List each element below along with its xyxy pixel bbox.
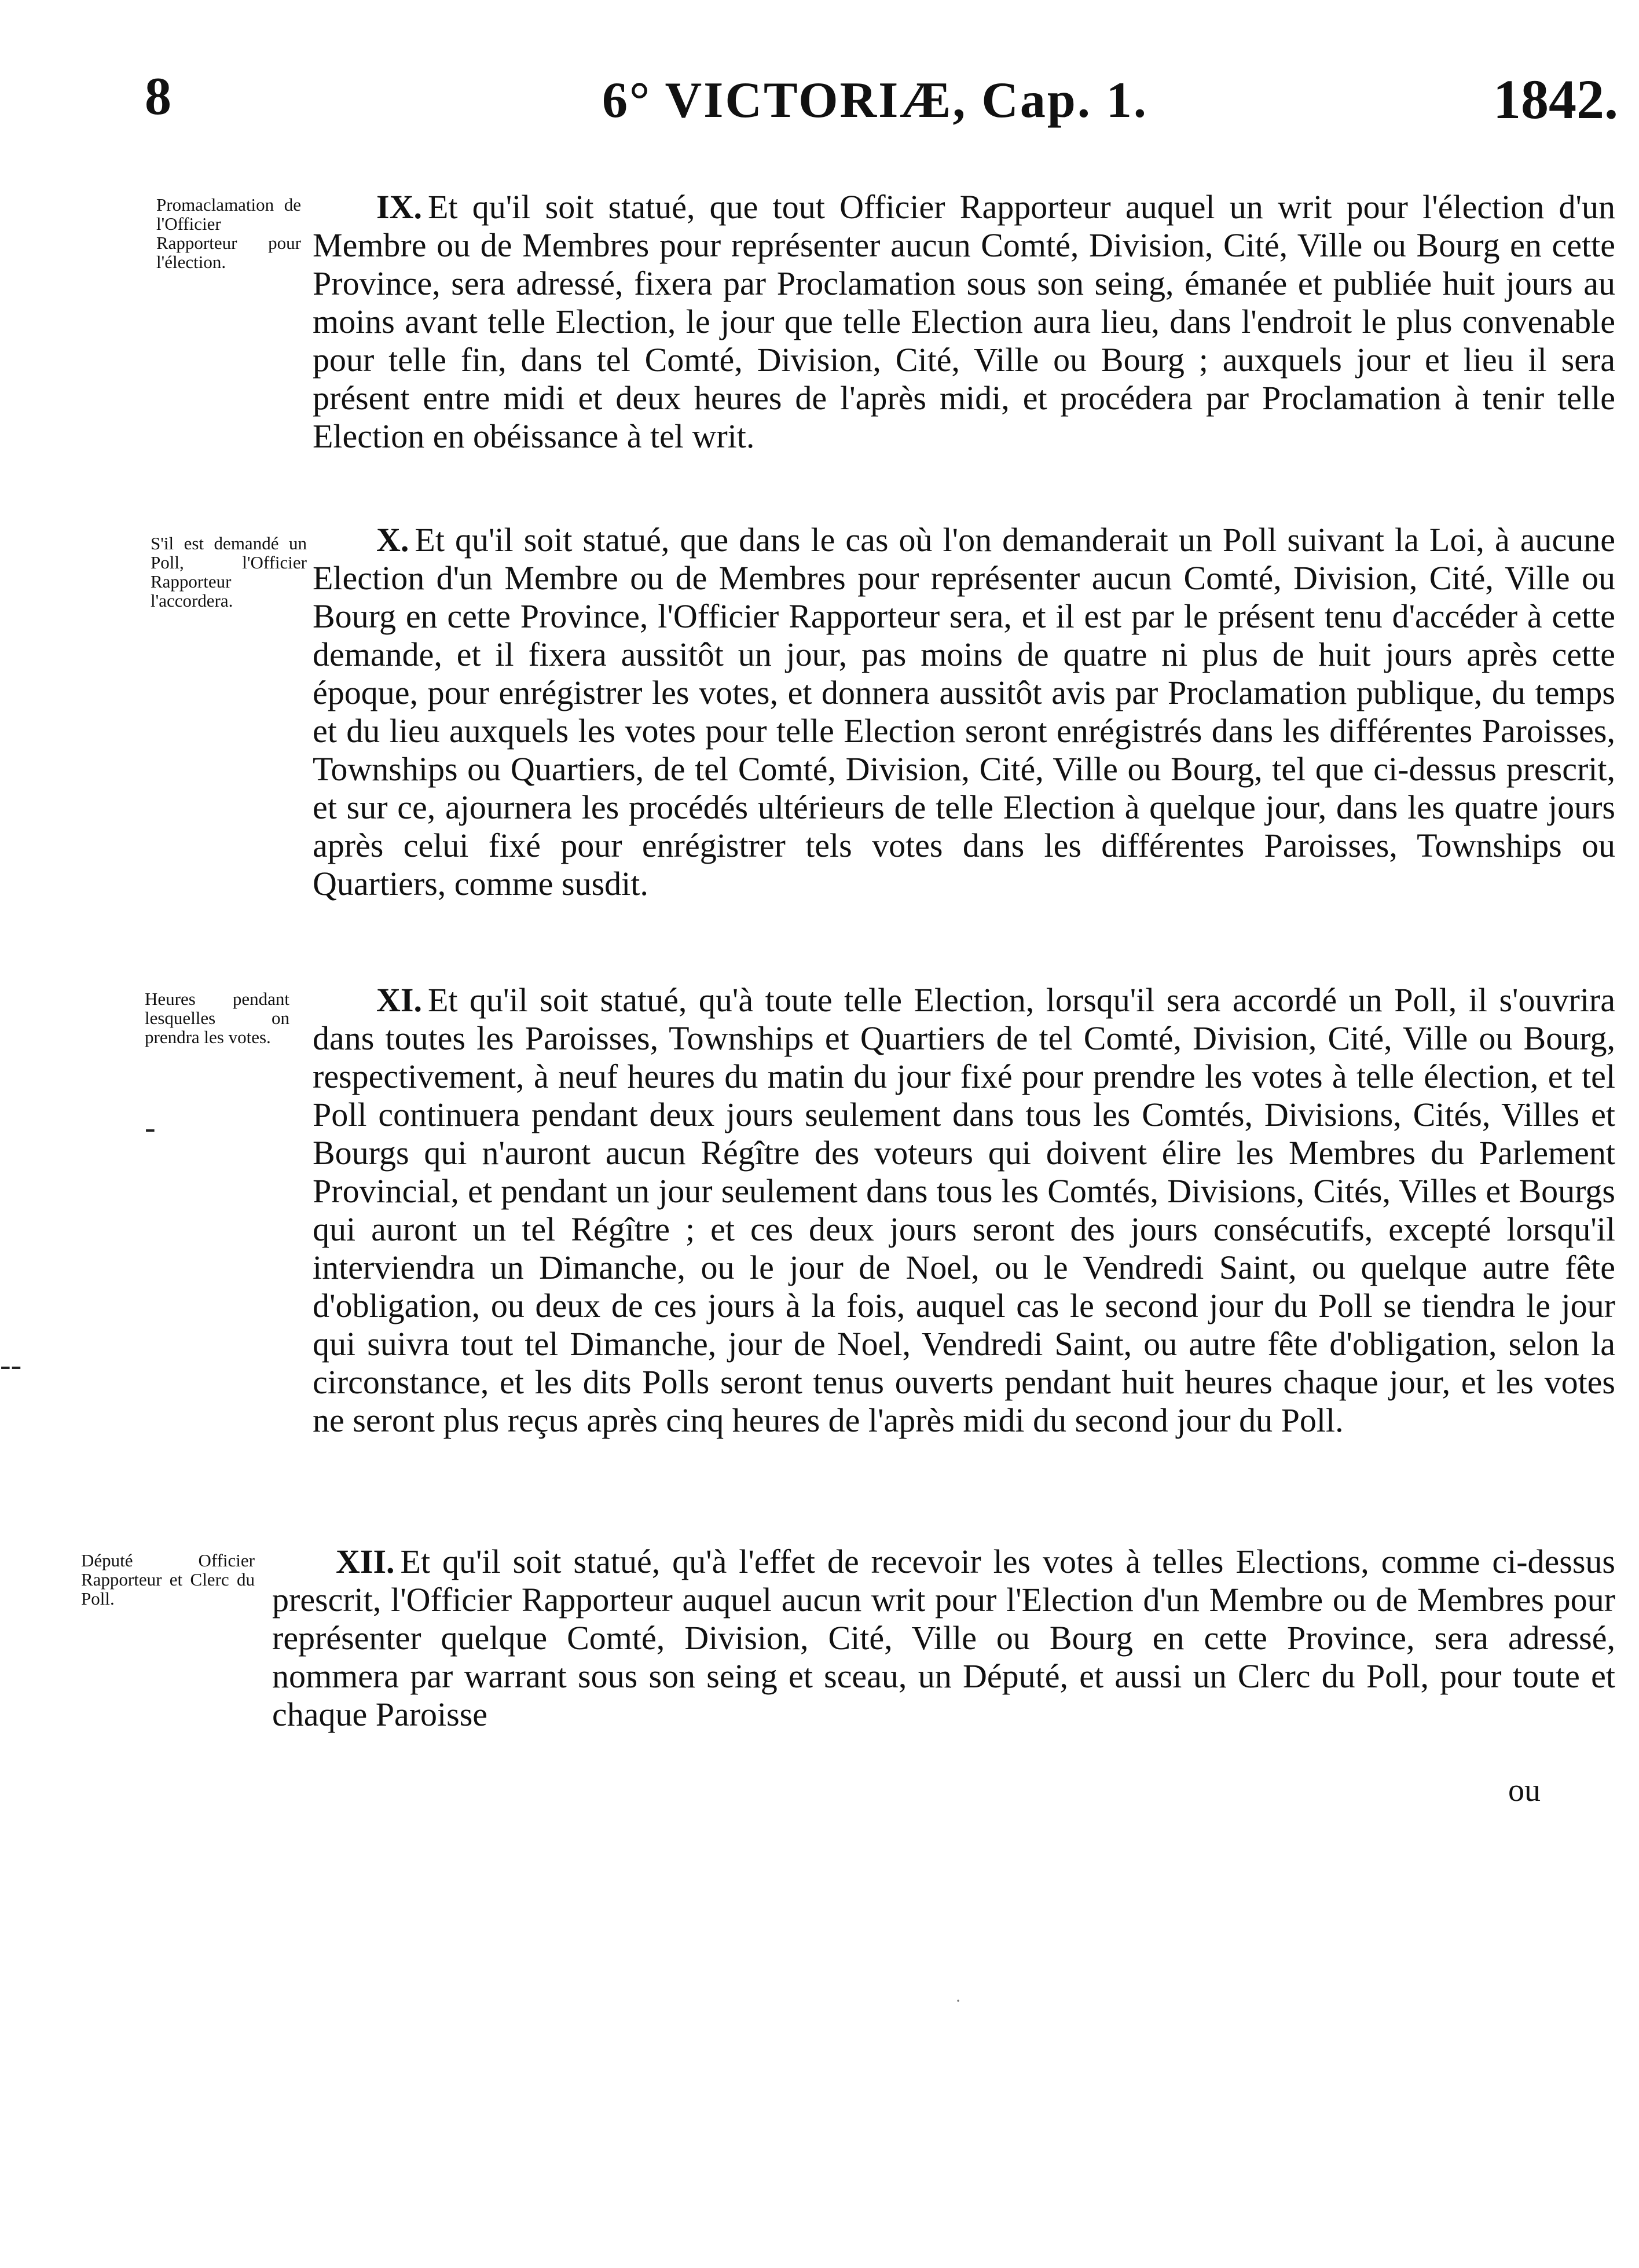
section-xii [81, 1543, 1615, 1774]
sidenote: Promaclamation de l'Officier Rapporteur pour l'élection. [156, 194, 301, 272]
section-number: IX. [376, 188, 422, 226]
section-xi [81, 981, 1615, 1560]
year: 1842. [1493, 68, 1618, 130]
section-number: XI. [376, 981, 422, 1019]
section-body [313, 981, 1615, 1440]
sidenote: Heures pendant lesquelles on prendra les votes. [145, 989, 289, 1047]
title-main: VICTORIÆ, [665, 72, 967, 129]
section-number: X. [376, 521, 409, 559]
margin-dash-mark: - [145, 1110, 156, 1146]
catchword: ou [1508, 1772, 1541, 1808]
sidenote: S'il est demandé un Poll, l'Officier Rapporteur l'accordera. [151, 533, 307, 611]
print-speck: · [955, 1991, 961, 2010]
section-text: Et qu'il soit statué, qu'à toute telle Election, lorsqu'il sera accordé un Poll, il s'ouvrira dans toutes les Paroisses, Townships et Quartiers de tel Comté, Division, Cité, Ville ou Bourg, respectivement, à neuf heures du matin du jour fixé pour prendre les votes à telle élection, et tel Poll continuera pendant deux jours seulement dans tous les Comtés, Divisions, Cités, Villes et Bourgs qui n'auront aucun Régître des voteurs qui doivent élire les Membres du Parlement Provincial, et pendant un jour seulement dans tous les Comtés, Divisions, Cités, Villes et Bourgs qui auront un tel Régître ; et ces deux jours seront des jours consécutifs, excepté lorsqu'il interviendra un Dimanche, ou le jour de Noel, ou le Vendredi Saint, ou quelque autre fête d'obligation, ou deux de ces jours à la fois, auquel cas le second jour du Poll se tiendra le jour qui suivra tout tel Dimanche, jour de Noel, Vendredi Saint, ou autre fête d'obligation, selon la circonstance, et les dits Polls seront tenus ouverts pendant huit heures chaque jour, et les votes ne seront plus reçus après cinq heures de l'après midi du second jour du Poll. [313, 981, 1615, 1439]
section-number: XII. [336, 1543, 395, 1580]
running-title [602, 72, 1148, 129]
section-body [313, 521, 1615, 903]
section-body [272, 1543, 1615, 1734]
section-body [313, 188, 1615, 456]
margin-dash-mark: -- [0, 1347, 22, 1383]
section-text: Et qu'il soit statué, que dans le cas où l'on demanderait un Poll suivant la Loi, à aucune Election d'un Membre ou de Membres pour représenter aucun Comté, Division, Cité, Ville ou Bourg en cette Province, l'Officier Rapporteur sera, et il est par le présent tenu d'accéder à cette demande, et il fixera aussitôt un jour, pas moins de quatre ni plus de huit jours après cette époque, pour enrégistrer les votes, et donnera aussitôt avis par Proclamation publique, du temps et du lieu auxquels les votes pour telle Election seront enrégistrés dans les différentes Paroisses, Townships ou Quartiers, de tel Comté, Division, Cité, Ville ou Bourg, tel que ci-dessus prescrit, et sur ce, ajournera les procédés ultérieurs de telle Election à quelque jour, dans les quatre jours après celui fixé pour enrégistrer tels votes dans les différentes Paroisses, Townships ou Quartiers, comme susdit. [313, 521, 1615, 902]
title-prefix: 6° [602, 72, 652, 129]
title-chapter: Cap. 1. [981, 72, 1148, 129]
section-text: Et qu'il soit statué, qu'à l'effet de recevoir les votes à telles Elections, comme ci-dessus prescrit, l'Officier Rapporteur auquel aucun writ pour l'Election d'un Membre ou de Membres pour représenter quelque Comté, Division, Cité, Ville ou Bourg en cette Province, sera adressé, nommera par warrant sous son seing et sceau, un Député, et aussi un Clerc du Poll, pour toute et chaque Paroisse [272, 1543, 1615, 1733]
section-x [81, 521, 1615, 972]
section-ix [81, 188, 1615, 501]
sidenote: Député Officier Rapporteur et Clerc du Poll. [81, 1550, 255, 1609]
section-text: Et qu'il soit statué, que tout Officier Rapporteur auquel un writ pour l'élection d'un Membre ou de Membres pour représenter aucun Comté, Division, Cité, Ville ou Bourg en cette Province, sera adressé, fixera par Proclamation sous son seing, émanée et publiée huit jours au moins avant telle Election, le jour que telle Election aura lieu, dans l'endroit le plus convenable pour telle fin, dans tel Comté, Division, Cité, Ville ou Bourg ; auxquels jour et lieu il sera présent entre midi et deux heures de l'après midi, et procédera par Proclamation à tenir telle Election en obéissance à tel writ. [313, 188, 1615, 455]
page-number: 8 [145, 67, 171, 126]
running-header [145, 69, 1618, 156]
